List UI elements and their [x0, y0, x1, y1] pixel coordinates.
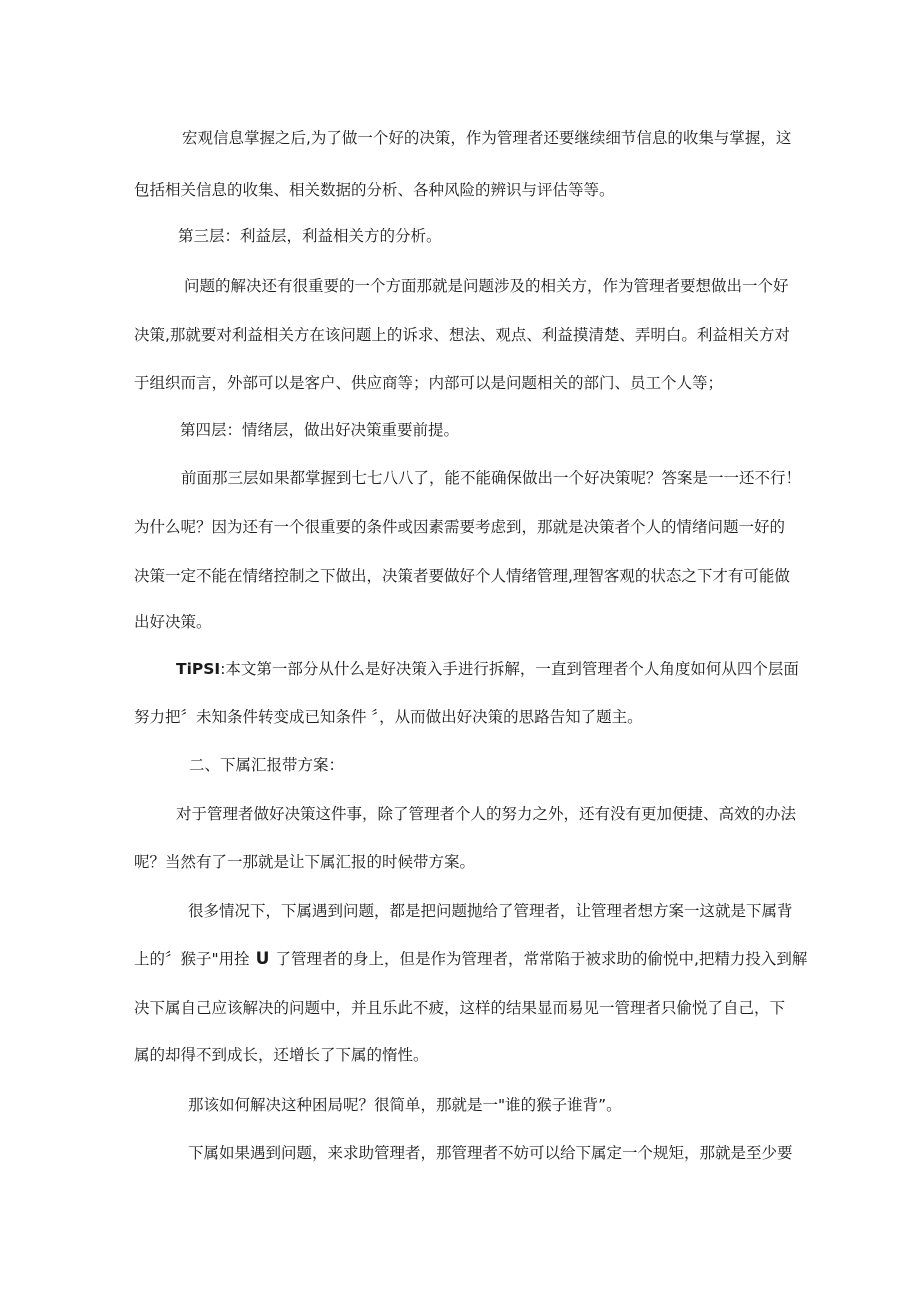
paragraph-line: 努力把〞未知条件转变成已知条件 〞，从而做出好决策的思路告知了题主。 [134, 708, 643, 726]
tips-text: 本文第一部分从什么是好决策入手进行拆解，一直到管理者个人角度如何从四个层面 [225, 660, 799, 678]
paragraph-line [134, 949, 807, 969]
paragraph-line: 宏观信息掌握之后,为了做一个好的决策，作为管理者还要继续细节信息的收集与掌握，这 [182, 129, 792, 147]
paragraph-line: 决策,那就要对利益相关方在该问题上的诉求、想法、观点、利益摸清楚、弄明白。利益相关方对 [134, 326, 790, 344]
paragraph-line: 那该如何解决这种困局呢？很简单，那就是一"谁的猴子谁背”。 [188, 1096, 622, 1114]
tips-paragraph-line [176, 659, 799, 679]
paragraph-line: 包括相关信息的收集、相关数据的分析、各种风险的辨识与评估等等。 [134, 181, 615, 199]
paragraph-line: 为什么呢？因为还有一个很重要的条件或因素需要考虑到，那就是决策者个人的情绪问题一好的 [134, 518, 786, 536]
paragraph-line: 出好决策。 [134, 613, 212, 631]
tips-label: TiPSI [176, 660, 221, 678]
paragraph-line: 很多情况下，下属遇到问题，都是把问题抛给了管理者，让管理者想方案一这就是下属背 [188, 902, 793, 920]
paragraph-line: 问题的解决还有很重要的一个方面那就是问题涉及的相关方，作为管理者要想做出一个好 [184, 277, 789, 295]
section-heading: 第四层：情绪层，做出好决策重要前提。 [180, 421, 460, 439]
paragraph-line: 下属如果遇到问题，来求助管理者，那管理者不妨可以给下属定一个规矩，那就是至少要 [188, 1144, 793, 1162]
paragraph-line: 对于管理者做好决策这件事，除了管理者个人的努力之外，还有没有更加便捷、高效的办法 [176, 805, 797, 823]
line-rest: 了管理者的身上，但是作为管理者，常常陷于被求助的偷悦中,把精力投入到解 [275, 950, 808, 968]
paragraph-line: 呢？当然有了一那就是让下属汇报的时候带方案。 [134, 853, 476, 871]
paragraph-line: 属的却得不到成长，还增长了下属的惰性。 [134, 1046, 429, 1064]
section-heading: 二、下属汇报带方案： [189, 756, 345, 774]
line-prefix: 上的〞猴子"用拴 [134, 950, 250, 968]
section-heading: 第三层：利益层，利益相关方的分析。 [178, 227, 442, 245]
tips-colon: : [220, 660, 226, 678]
paragraph-line: 于组织而言，外部可以是客户、供应商等；内部可以是问题相关的部门、员工个人等； [134, 374, 724, 392]
paragraph-line: 决下属自己应该解决的问题中，并且乐此不疲，这样的结果显而易见一管理者只偷悦了自己，下 [134, 999, 786, 1017]
paragraph-line: 决策一定不能在情绪控制之下做出，决策者要做好个人情绪管理,理智客观的状态之下才有可能做 [134, 567, 790, 585]
bold-letter: U [255, 949, 270, 969]
paragraph-line: 前面那三层如果都掌握到七七八八了，能不能确保做出一个好决策呢？答案是一一还不行！ [181, 469, 802, 487]
